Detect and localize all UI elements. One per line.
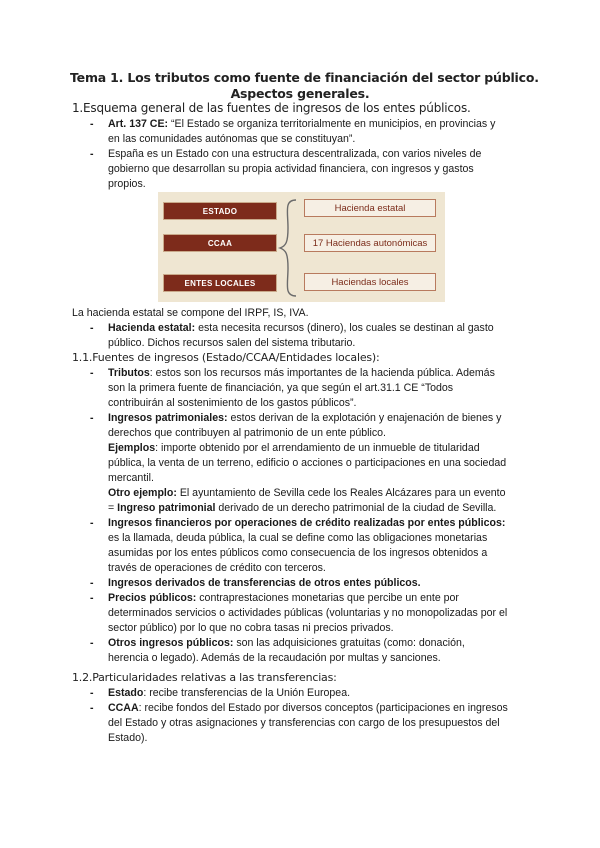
section-1-1-heading: 1.1.Fuentes de ingresos (Estado/CCAA/Entidades locales): <box>72 351 380 364</box>
diagram-hacienda-estatal: Hacienda estatal <box>304 199 436 217</box>
list-item: - España es un Estado con una estructura descentralizada, con varios niveles de gobierno que desarrollan su propia actividad financiera, con ingresos y gastos propios. <box>88 147 528 192</box>
estatal-list <box>88 321 528 351</box>
list-item: - Precios públicos: contraprestaciones monetarias que percibe un ente por determinados servicios o actividades públicas (voluntarias y no monopolizadas por el sector público) por lo que no cobra tasas ni precios privados. <box>88 591 528 636</box>
hacienda-diagram <box>158 192 445 302</box>
section-1-list <box>88 117 528 192</box>
list-item: - Ingresos derivados de transferencias de otros entes públicos. <box>88 576 528 591</box>
section-1-2-heading: 1.2.Particularidades relativas a las transferencias: <box>72 671 337 684</box>
diagram-ccaa: CCAA <box>163 234 277 252</box>
section-1-heading: 1.Esquema general de las fuentes de ingresos de los entes públicos. <box>72 101 471 115</box>
diagram-haciendas-autonomicas: 17 Haciendas autonómicas <box>304 234 436 252</box>
list-item: - Estado: recibe transferencias de la Unión Europea. <box>88 686 528 701</box>
diagram-entes-locales: ENTES LOCALES <box>163 274 277 292</box>
curly-brace-icon <box>274 198 302 298</box>
list-item: - Ingresos financieros por operaciones de crédito realizadas por entes públicos: es la llamada, deuda pública, la cual se define como las obligaciones monetarias asumidas por los entes públicos como consecuencia de los ingresos obtenidos a través de operaciones de crédito con terceros. <box>88 516 528 576</box>
section-1-1-list <box>88 366 528 666</box>
list-item: - Otros ingresos públicos: son las adquisiciones gratuitas (como: donación, herencia o legado). Además de la recaudación por multas y sanciones. <box>88 636 528 666</box>
list-item: - CCAA: recibe fondos del Estado por diversos conceptos (participaciones en ingresos del Estado y otras asignaciones y transferencias con cargo de los presupuestos del Estado). <box>88 701 528 746</box>
diagram-haciendas-locales: Haciendas locales <box>304 273 436 291</box>
list-item: - Art. 137 CE: “El Estado se organiza territorialmente en municipios, en provincias y en las comunidades autónomas que se constituyan”. <box>88 117 528 147</box>
diagram-estado: ESTADO <box>163 202 277 220</box>
list-item: - Tributos: estos son los recursos más importantes de la hacienda pública. Además son la primera fuente de financiación, ya que según el art.31.1 CE “Todos contribuirán al sostenimiento de los gastos públicos”. <box>88 366 528 411</box>
estatal-intro: La hacienda estatal se compone del IRPF, IS, IVA. <box>72 307 309 319</box>
list-item: - Hacienda estatal: esta necesita recursos (dinero), los cuales se destinan al gasto público. Dichos recursos salen del sistema tributario. <box>88 321 528 351</box>
section-1-2-list <box>88 686 528 746</box>
page-title: Tema 1. Los tributos como fuente de financiación del sector público. Aspectos generales. <box>70 70 539 101</box>
list-item: - Ingresos patrimoniales: estos derivan de la explotación y enajenación de bienes y derechos que contribuyen al patrimonio de un ente público. Ejemplos: importe obtenido por el arrendamiento de un inmueble de titularidad pública, la venta de un terreno, edificio o acciones o participaciones en una sociedad mercantil. Otro ejemplo: El ayuntamiento de Sevilla cede los Reales Alcázares para un evento = Ingreso patrimonial derivado de un derecho patrimonial de la ciudad de Sevilla. <box>88 411 528 516</box>
